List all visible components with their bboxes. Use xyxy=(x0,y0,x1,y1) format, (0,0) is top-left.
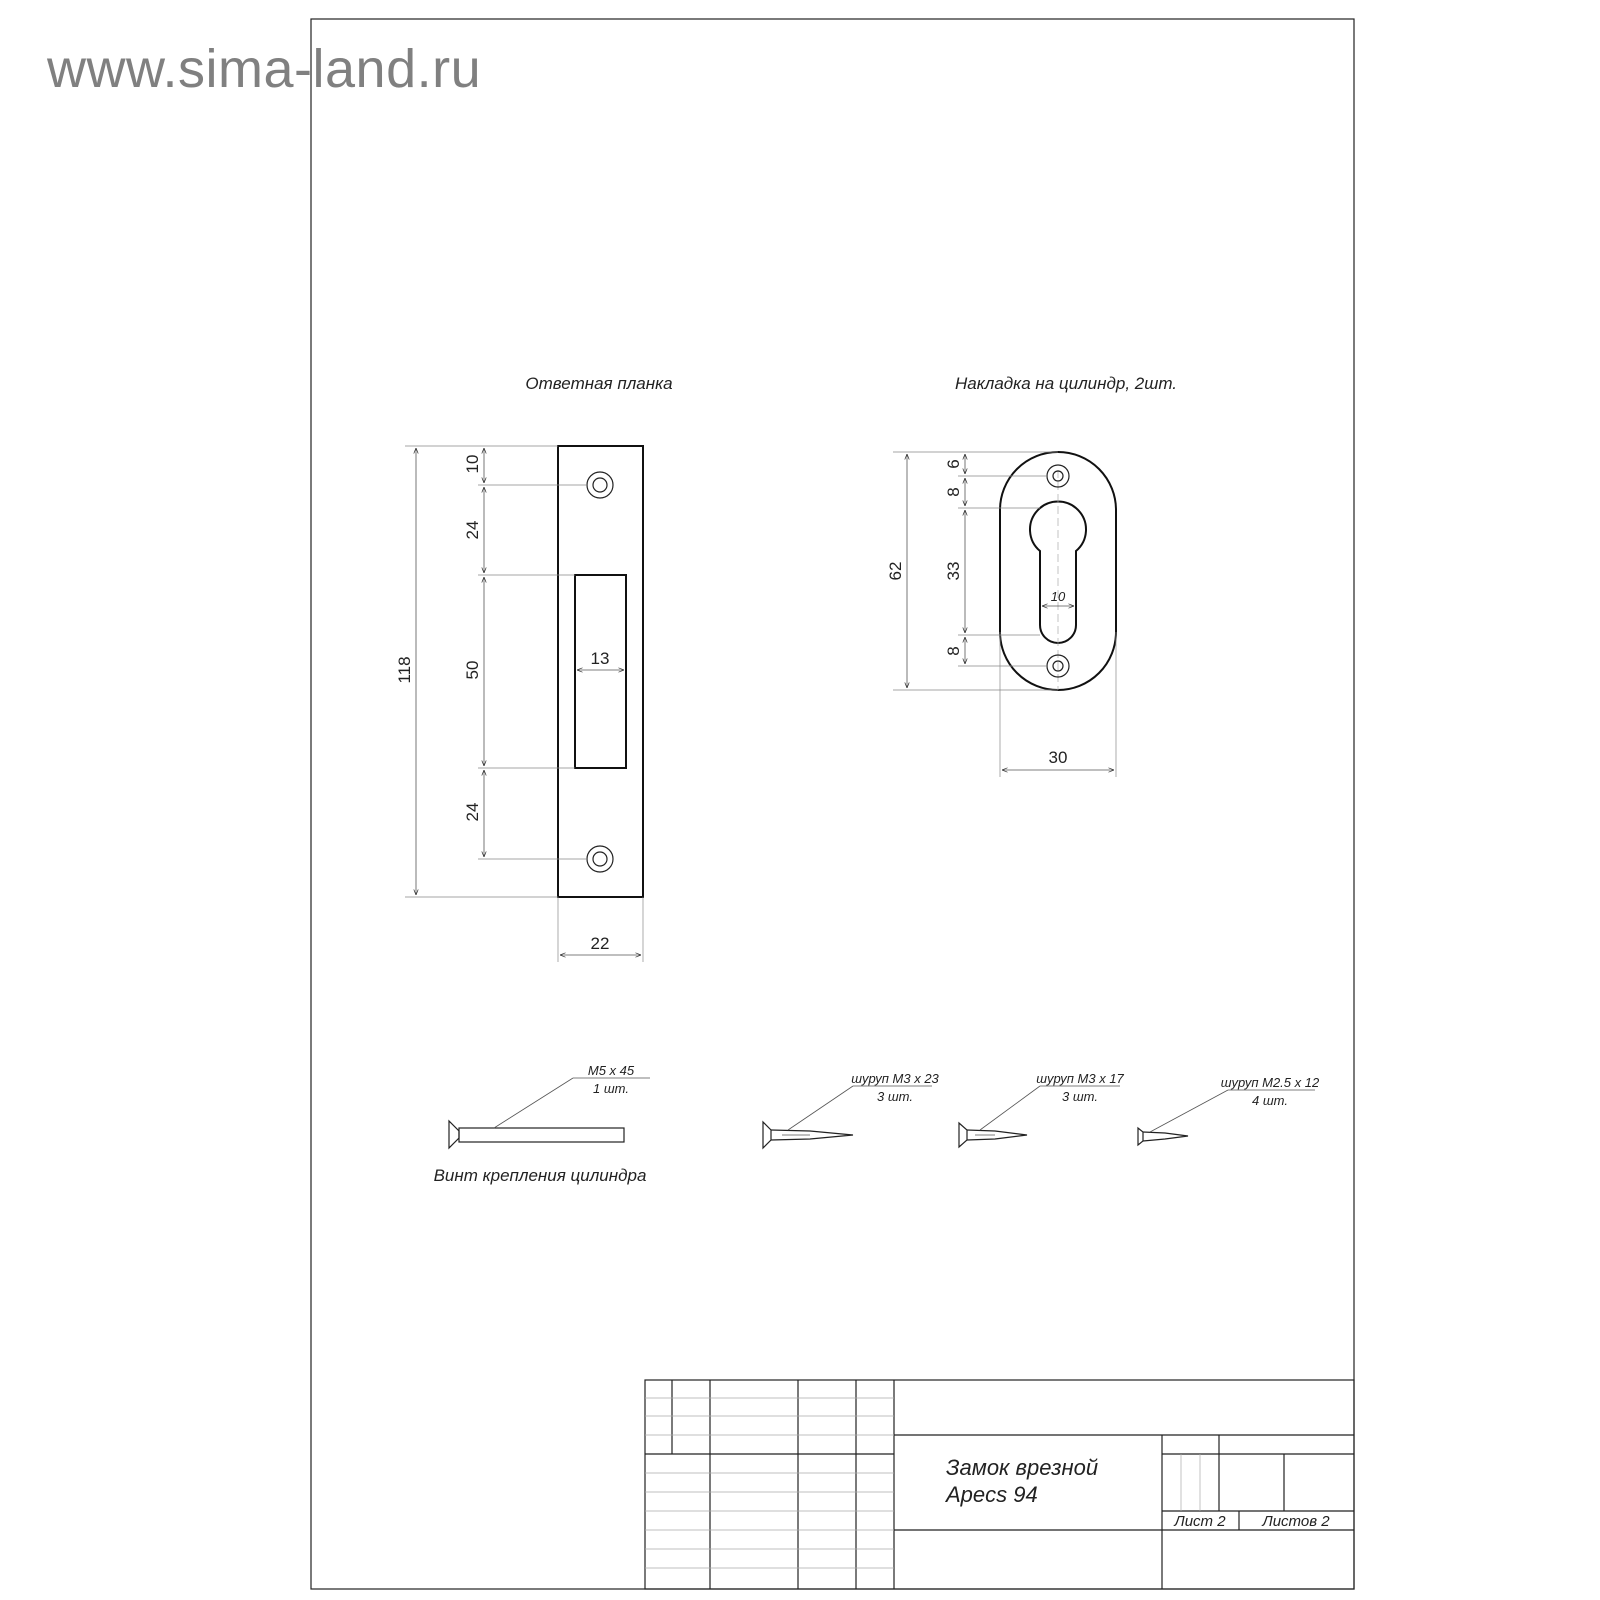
strike-plate-body xyxy=(558,446,643,897)
bottom-screw-hole-outer xyxy=(587,846,613,872)
dim-strike-lower-gap: 24 xyxy=(463,802,482,822)
drawing-name-line1: Замок врезной xyxy=(946,1455,1099,1480)
dim-cover-upper: 8 xyxy=(944,487,963,497)
strike-plate-title: Ответная планка xyxy=(525,374,673,393)
top-screw-hole-inner xyxy=(593,478,607,492)
dim-cover-keyhole: 33 xyxy=(944,561,963,581)
sheet-count: Листов 2 xyxy=(1262,1513,1330,1530)
dim-cover-keyhole-width: 10 xyxy=(1050,589,1066,604)
dim-cover-width: 30 xyxy=(1048,748,1068,767)
dim-strike-slot-width: 13 xyxy=(590,649,610,668)
top-screw-hole-outer xyxy=(587,472,613,498)
screw-3-spec: шуруп М2.5 х 12 xyxy=(1220,1075,1320,1090)
dim-cover-top: 6 xyxy=(944,459,963,469)
cylinder-cover-view xyxy=(886,374,1177,777)
bottom-screw-hole-inner xyxy=(593,852,607,866)
dim-strike-slot-height: 50 xyxy=(463,660,482,680)
main-screw-spec: M5 x 45 xyxy=(587,1063,635,1078)
main-screw-caption: Винт крепления цилиндра xyxy=(433,1166,647,1185)
cylinder-cover-title: Накладка на цилиндр, 2шт. xyxy=(954,374,1178,393)
dim-strike-plate-width: 22 xyxy=(590,934,610,953)
screw-2-spec: шуруп М3 х 17 xyxy=(1036,1071,1124,1086)
main-screw xyxy=(434,1063,650,1185)
drawing-name-line2: Apecs 94 xyxy=(946,1482,1038,1507)
screw-1-spec: шуруп М3 х 23 xyxy=(851,1071,939,1086)
strike-plate-view xyxy=(395,374,673,962)
main-screw-qty: 1 шт. xyxy=(593,1081,629,1096)
dim-strike-upper-gap: 24 xyxy=(463,520,482,540)
strike-plate-slot xyxy=(575,575,626,768)
wood-screw-3 xyxy=(1138,1075,1320,1145)
sheet-number: Лист 2 xyxy=(1174,1513,1226,1530)
title-block xyxy=(645,1380,1354,1589)
dim-cover-lower: 8 xyxy=(944,646,963,656)
site-watermark: www.sima-land.ru xyxy=(47,39,482,99)
dim-strike-top: 10 xyxy=(463,454,482,474)
dim-cover-total-height: 62 xyxy=(886,561,905,581)
wood-screw-1 xyxy=(763,1071,940,1148)
screw-2-qty: 3 шт. xyxy=(1062,1089,1098,1104)
wood-screw-2 xyxy=(959,1071,1125,1147)
dim-strike-total-height: 118 xyxy=(395,656,414,684)
screw-1-qty: 3 шт. xyxy=(877,1089,913,1104)
screw-3-qty: 4 шт. xyxy=(1252,1093,1288,1108)
